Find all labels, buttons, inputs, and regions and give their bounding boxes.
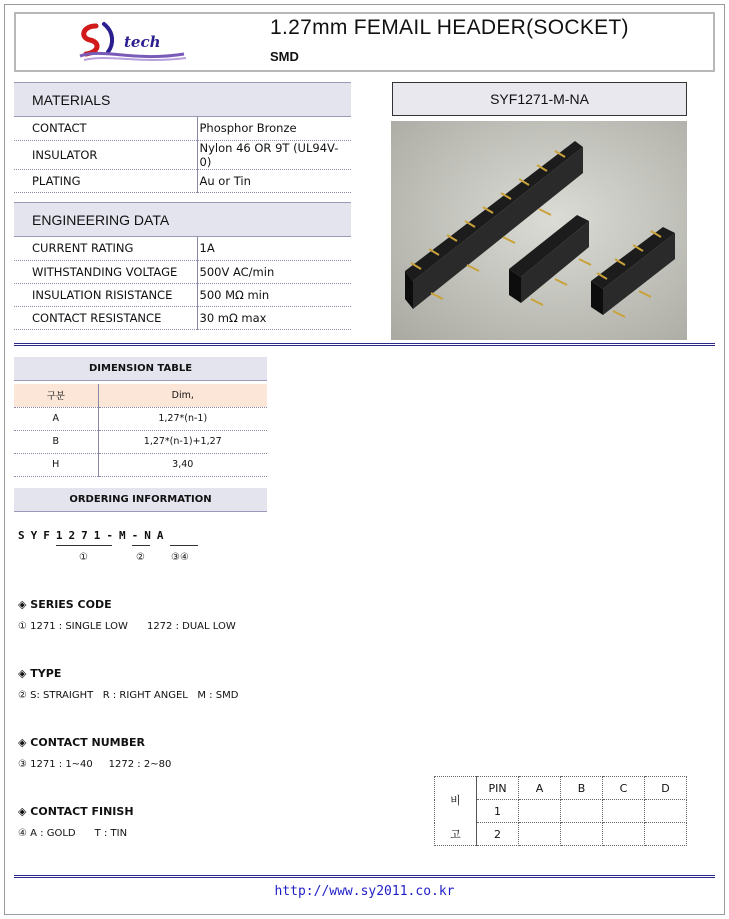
pin-number: 1: [477, 800, 519, 823]
dim-value: 3,40: [98, 453, 267, 476]
table-cell: [561, 800, 603, 823]
code-underline: [170, 545, 198, 546]
table-row: [14, 260, 351, 283]
table-row: [14, 407, 267, 430]
dim-key: A: [14, 407, 98, 430]
spec-key: INSULATION RISISTANCE: [14, 283, 197, 306]
table-row: [14, 453, 267, 476]
table-row: [14, 430, 267, 453]
column-header: A: [519, 777, 561, 800]
table-cell: [519, 823, 561, 846]
spec-key: WITHSTANDING VOLTAGE: [14, 260, 197, 283]
table-row: [14, 237, 351, 260]
materials-heading: MATERIALS: [14, 82, 351, 117]
spec-value: Nylon 46 OR 9T (UL94V-0): [197, 140, 351, 169]
engineering-heading: ENGINEERING DATA: [14, 202, 351, 237]
code-part-1: SYF1271: [18, 529, 107, 542]
column-header: PIN: [477, 777, 519, 800]
ordering-code: [18, 529, 169, 542]
contact-finish-title: ◈ CONTACT FINISH: [18, 805, 134, 818]
spec-value: Au or Tin: [197, 169, 351, 192]
type-title: ◈ TYPE: [18, 667, 62, 680]
table-header-row: [14, 384, 267, 407]
spec-value: 30 mΩ max: [197, 306, 351, 329]
spec-key: CONTACT: [14, 117, 197, 140]
column-header: D: [645, 777, 687, 800]
pin-number: 2: [477, 823, 519, 846]
code-dash: -: [131, 529, 145, 542]
table-cell: [603, 823, 645, 846]
footer-url-link[interactable]: http://www.sy2011.co.kr: [274, 884, 455, 899]
table-row: [14, 283, 351, 306]
company-logo: [74, 18, 194, 64]
code-part-3: NA: [144, 529, 170, 542]
spec-value: 1A: [197, 237, 351, 260]
remarks-side-bottom: 고: [435, 823, 477, 846]
code-marker-3: ③④: [171, 552, 189, 563]
spec-key: CURRENT RATING: [14, 237, 197, 260]
contact-number-title: ◈ CONTACT NUMBER: [18, 736, 145, 749]
footer-divider: [14, 875, 715, 878]
dim-value: 1,27*(n-1)+1,27: [98, 430, 267, 453]
code-marker-2: ②: [136, 552, 145, 563]
engineering-table: [14, 237, 351, 330]
table-row: [435, 823, 687, 846]
contact-finish-desc: ④ A : GOLD T : TIN: [18, 828, 128, 839]
dim-key: B: [14, 430, 98, 453]
materials-section: [14, 82, 351, 193]
table-row: [14, 306, 351, 329]
table-row: [14, 169, 351, 192]
connector-image-icon: [391, 121, 687, 340]
table-cell: [561, 823, 603, 846]
spec-key: PLATING: [14, 169, 197, 192]
table-row: [14, 140, 351, 169]
code-underline: [56, 545, 112, 546]
page-subtitle: SMD: [270, 49, 299, 64]
table-cell: [603, 800, 645, 823]
column-header: B: [561, 777, 603, 800]
code-dash: -: [106, 529, 119, 542]
section-divider: [14, 343, 715, 346]
column-header: Dim,: [98, 384, 267, 407]
table-cell: [645, 823, 687, 846]
column-header: 구분: [14, 384, 98, 407]
code-part-2: M: [118, 529, 132, 542]
contact-number-desc: ③ 1271 : 1~40 1272 : 2~80: [18, 759, 172, 770]
remarks-side-top: 비: [435, 777, 477, 823]
spec-value: 500V AC/min: [197, 260, 351, 283]
dimension-table-heading: DIMENSION TABLE: [14, 357, 267, 381]
table-header-row: [435, 777, 687, 800]
spec-value: 500 MΩ min: [197, 283, 351, 306]
logo-text: tech: [124, 33, 161, 51]
code-underline: [132, 545, 150, 546]
table-cell: [645, 800, 687, 823]
spec-value: Phosphor Bronze: [197, 117, 351, 140]
engineering-section: [14, 202, 351, 330]
code-marker-1: ①: [79, 552, 88, 563]
remarks-table: [434, 776, 687, 846]
ordering-heading: ORDERING INFORMATION: [14, 488, 267, 512]
type-desc: ② S: STRAIGHT R : RIGHT ANGEL M : SMD: [18, 690, 239, 701]
page-title: 1.27mm FEMAIL HEADER(SOCKET): [270, 16, 629, 39]
spec-key: CONTACT RESISTANCE: [14, 306, 197, 329]
table-cell: [519, 800, 561, 823]
table-row: [14, 117, 351, 140]
dim-value: 1,27*(n-1): [98, 407, 267, 430]
series-code-title: ◈ SERIES CODE: [18, 598, 112, 611]
part-number: SYF1271-M-NA: [392, 82, 687, 116]
materials-table: [14, 117, 351, 193]
dimension-table: [14, 384, 267, 477]
spec-key: INSULATOR: [14, 140, 197, 169]
series-code-desc: ① 1271 : SINGLE LOW 1272 : DUAL LOW: [18, 621, 236, 632]
column-header: C: [603, 777, 645, 800]
dim-key: H: [14, 453, 98, 476]
product-photo: [391, 121, 687, 340]
